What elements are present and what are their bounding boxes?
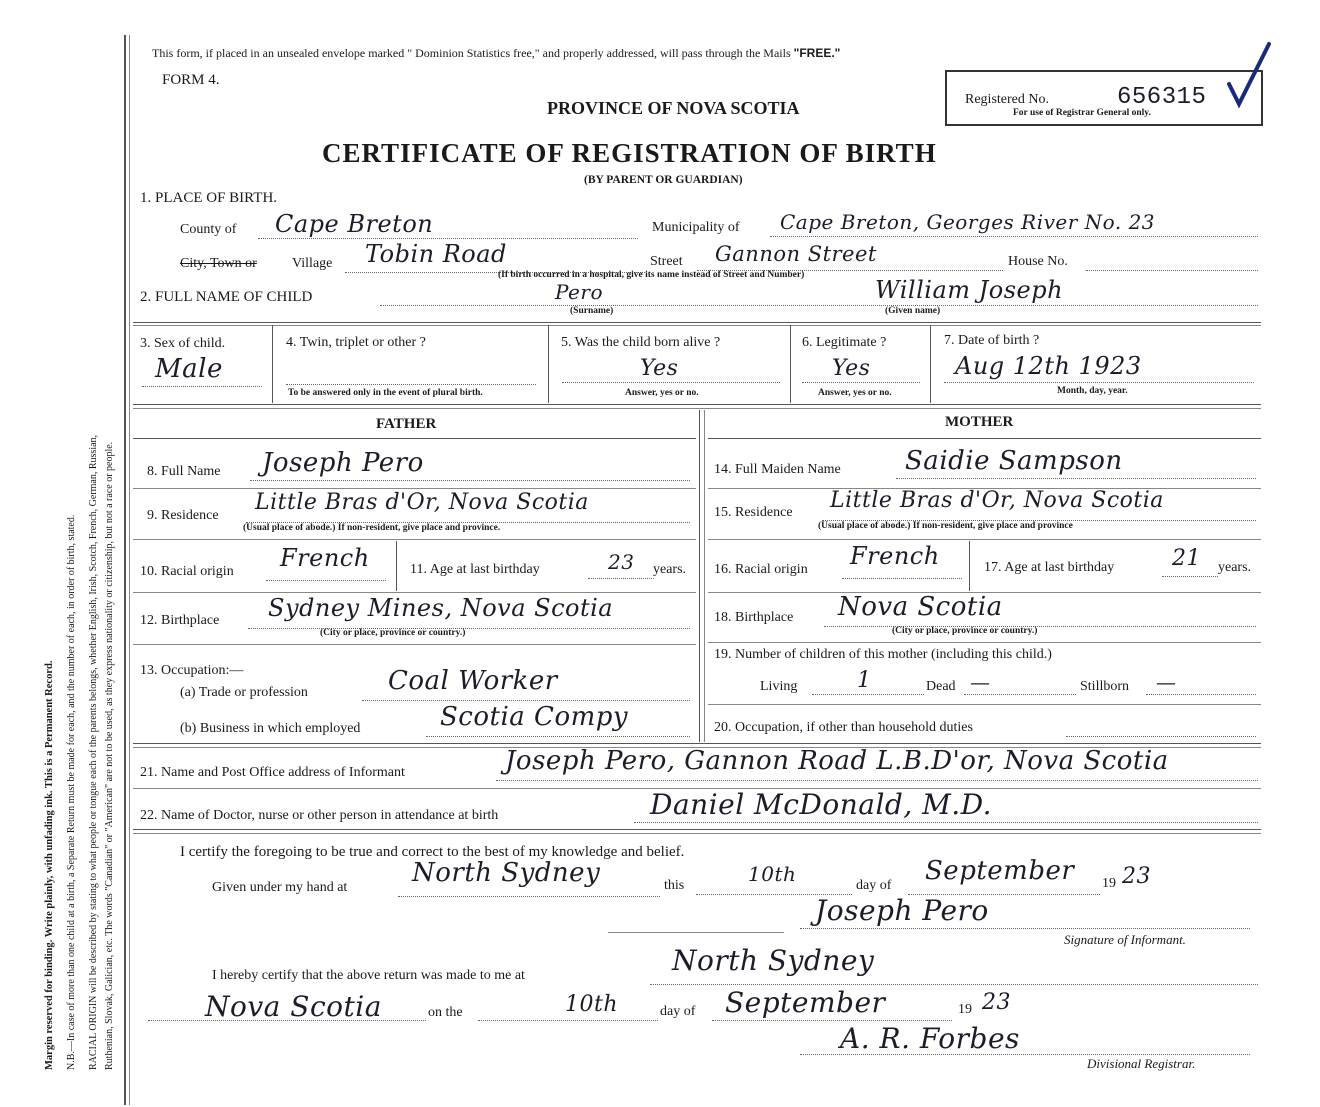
given-month-value[interactable]: September <box>925 856 1075 886</box>
father-name-value[interactable]: Joseph Pero <box>262 448 424 478</box>
mother-occupation-label: 20. Occupation, if other than household duties <box>714 720 973 735</box>
registrar-place-line1[interactable]: North Sydney <box>672 944 875 977</box>
twin-label: 4. Twin, triplet or other ? <box>286 335 426 350</box>
registrar-signature-label: Divisional Registrar. <box>1087 1056 1196 1071</box>
dob-label: 7. Date of birth ? <box>944 333 1040 348</box>
informant-signature-label: Signature of Informant. <box>1064 932 1186 947</box>
living-value[interactable]: 1 <box>857 668 872 693</box>
surname-caption: (Surname) <box>570 306 614 316</box>
mother-residence-note: (Usual place of abode.) If non-resident, give place and province <box>818 521 1073 531</box>
mother-name-label: 14. Full Maiden Name <box>714 462 841 477</box>
form-number: FORM 4. <box>162 72 220 88</box>
mother-children-label: 19. Number of children of this mother (including this child.) <box>714 647 1052 662</box>
county-label: County of <box>180 222 237 237</box>
mother-residence-label: 15. Residence <box>714 505 793 520</box>
doctor-label: 22. Name of Doctor, nurse or other person in attendance at birth <box>140 808 499 823</box>
informant-label: 21. Name and Post Office address of Informant <box>140 765 405 780</box>
father-heading: FATHER <box>376 416 437 432</box>
child-name-label: 2. FULL NAME OF CHILD <box>140 289 313 305</box>
this-label: this <box>664 878 685 893</box>
given-place-value[interactable]: North Sydney <box>412 858 601 888</box>
living-label: Living <box>760 679 798 694</box>
margin-note-racial-origin-1: RACIAL ORIGIN will be described by stating to what people or tongue each of the parents belongs, whether English, Irish, Scotch, French, German, Russian, <box>88 434 99 1070</box>
dob-value[interactable]: Aug 12th 1923 <box>955 352 1142 380</box>
dead-value[interactable]: — <box>970 670 991 694</box>
twin-note: To be answered only in the event of plural birth. <box>288 388 483 398</box>
mother-heading: MOTHER <box>945 414 1014 430</box>
street-label: Street <box>650 254 683 269</box>
born-alive-label: 5. Was the child born alive ? <box>561 335 721 350</box>
sex-value[interactable]: Male <box>155 354 223 384</box>
father-age-label: 11. Age at last birthday <box>410 562 540 577</box>
father-trade-label: (a) Trade or profession <box>180 685 308 700</box>
given-year-value[interactable]: 23 <box>1122 864 1151 889</box>
sex-label: 3. Sex of child. <box>140 336 226 351</box>
father-age-unit: years. <box>653 562 687 577</box>
father-birthplace-note: (City or place, province or country.) <box>320 628 466 638</box>
city-town-struck: City, Town or <box>180 256 257 271</box>
certificate-subtitle: (BY PARENT OR GUARDIAN) <box>584 174 743 186</box>
father-birthplace-label: 12. Birthplace <box>140 613 220 628</box>
day-of-label: day of <box>856 878 892 893</box>
informant-value[interactable]: Joseph Pero, Gannon Road L.B.D'or, Nova Scotia <box>505 746 1169 776</box>
dead-label: Dead <box>926 679 956 694</box>
mother-birthplace-value[interactable]: Nova Scotia <box>838 592 1003 622</box>
mail-notice: This form, if placed in an unsealed envelope marked " Dominion Statistics free," and properly addressed, will pass through the Mails "FREE." <box>152 46 841 60</box>
margin-note-binding: Margin reserved for binding. Write plainly, with unfading ink. This is a Permanent Record. <box>44 660 55 1070</box>
registered-value: 656315 <box>1117 84 1207 111</box>
given-name-caption: (Given name) <box>885 306 941 316</box>
informant-signature[interactable]: Joseph Pero <box>815 894 989 927</box>
province-heading: PROVINCE OF NOVA SCOTIA <box>547 98 800 118</box>
village-value[interactable]: Tobin Road <box>365 240 507 268</box>
father-business-value[interactable]: Scotia Compy <box>440 702 629 732</box>
registrar-signature[interactable]: A. R. Forbes <box>840 1022 1020 1055</box>
on-the-label: on the <box>428 1005 463 1020</box>
father-name-label: 8. Full Name <box>147 464 221 479</box>
margin-note-multiple-births: N.B.—In case of more than one child at a birth, a Separate Return must be made for each, and the number of each, in order of birth, stated. <box>66 514 77 1070</box>
municipality-value[interactable]: Cape Breton, Georges River No. 23 <box>780 210 1156 234</box>
mother-racial-label: 16. Racial origin <box>714 562 808 577</box>
father-residence-value[interactable]: Little Bras d'Or, Nova Scotia <box>255 490 589 515</box>
mother-age-unit: years. <box>1218 560 1252 575</box>
given-year-prefix: 19 <box>1102 876 1116 891</box>
check-mark-icon <box>1225 40 1275 110</box>
child-surname-value[interactable]: Pero <box>555 280 603 304</box>
certify-statement: I certify the foregoing to be true and correct to the best of my knowledge and belief. <box>180 844 685 860</box>
place-of-birth-label: 1. PLACE OF BIRTH. <box>140 190 278 206</box>
mother-birthplace-note: (City or place, province or country.) <box>892 626 1038 636</box>
registrar-day-of-label: day of <box>660 1004 696 1019</box>
margin-note-racial-origin-2: Ruthenian, Slovak, Galician, etc. The words "Canadian" or "American" are not to be used, as they express nationality or citizenship, but not a race or people. <box>104 441 115 1070</box>
father-racial-value[interactable]: French <box>280 544 370 572</box>
father-residence-label: 9. Residence <box>147 508 219 523</box>
mother-age-label: 17. Age at last birthday <box>984 560 1115 575</box>
father-residence-note: (Usual place of abode.) If non-resident, give place and province. <box>243 523 501 533</box>
certificate-title: CERTIFICATE OF REGISTRATION OF BIRTH <box>322 138 937 168</box>
mother-residence-value[interactable]: Little Bras d'Or, Nova Scotia <box>830 488 1164 513</box>
street-value[interactable]: Gannon Street <box>715 242 877 266</box>
father-trade-value[interactable]: Coal Worker <box>388 666 558 696</box>
father-occupation-label: 13. Occupation:— <box>140 663 244 678</box>
registrar-use-note: For use of Registrar General only. <box>1013 108 1151 118</box>
county-value[interactable]: Cape Breton <box>275 210 434 238</box>
father-racial-label: 10. Racial origin <box>140 564 234 579</box>
legitimate-note: Answer, yes or no. <box>818 388 892 398</box>
born-alive-note: Answer, yes or no. <box>625 388 699 398</box>
house-no-label: House No. <box>1008 254 1068 269</box>
stillborn-value[interactable]: — <box>1156 670 1177 694</box>
registrar-day-value[interactable]: 10th <box>565 992 619 1017</box>
registrar-statement: I hereby certify that the above return was made to me at <box>212 968 525 983</box>
father-age-value[interactable]: 23 <box>608 550 635 574</box>
stillborn-label: Stillborn <box>1080 679 1130 694</box>
mother-age-value[interactable]: 21 <box>1172 546 1201 571</box>
mother-birthplace-label: 18. Birthplace <box>714 610 794 625</box>
legitimate-label: 6. Legitimate ? <box>802 335 887 350</box>
registrar-place-line2[interactable]: Nova Scotia <box>205 990 382 1023</box>
registrar-year-prefix: 19 <box>958 1002 972 1017</box>
father-business-label: (b) Business in which employed <box>180 721 361 736</box>
given-day-value[interactable]: 10th <box>748 862 797 886</box>
doctor-value[interactable]: Daniel McDonald, M.D. <box>650 788 993 821</box>
father-birthplace-value[interactable]: Sydney Mines, Nova Scotia <box>268 594 614 622</box>
registrar-year-value[interactable]: 23 <box>982 990 1011 1015</box>
hospital-note: (If birth occurred in a hospital, give its name instead of Street and Number) <box>498 270 805 280</box>
given-under-label: Given under my hand at <box>212 880 348 895</box>
dob-note: Month, day, year. <box>1057 386 1128 396</box>
born-alive-value[interactable]: Yes <box>640 356 679 381</box>
legitimate-value[interactable]: Yes <box>832 356 871 381</box>
municipality-label: Municipality of <box>652 220 740 235</box>
registered-label: Registered No. <box>965 92 1049 107</box>
registrar-month-value[interactable]: September <box>725 986 886 1019</box>
child-given-name-value[interactable]: William Joseph <box>875 276 1064 304</box>
village-label: Village <box>292 256 333 271</box>
registered-number-box <box>945 70 1263 126</box>
mother-racial-value[interactable]: French <box>850 542 940 570</box>
mother-name-value[interactable]: Saidie Sampson <box>905 446 1123 476</box>
